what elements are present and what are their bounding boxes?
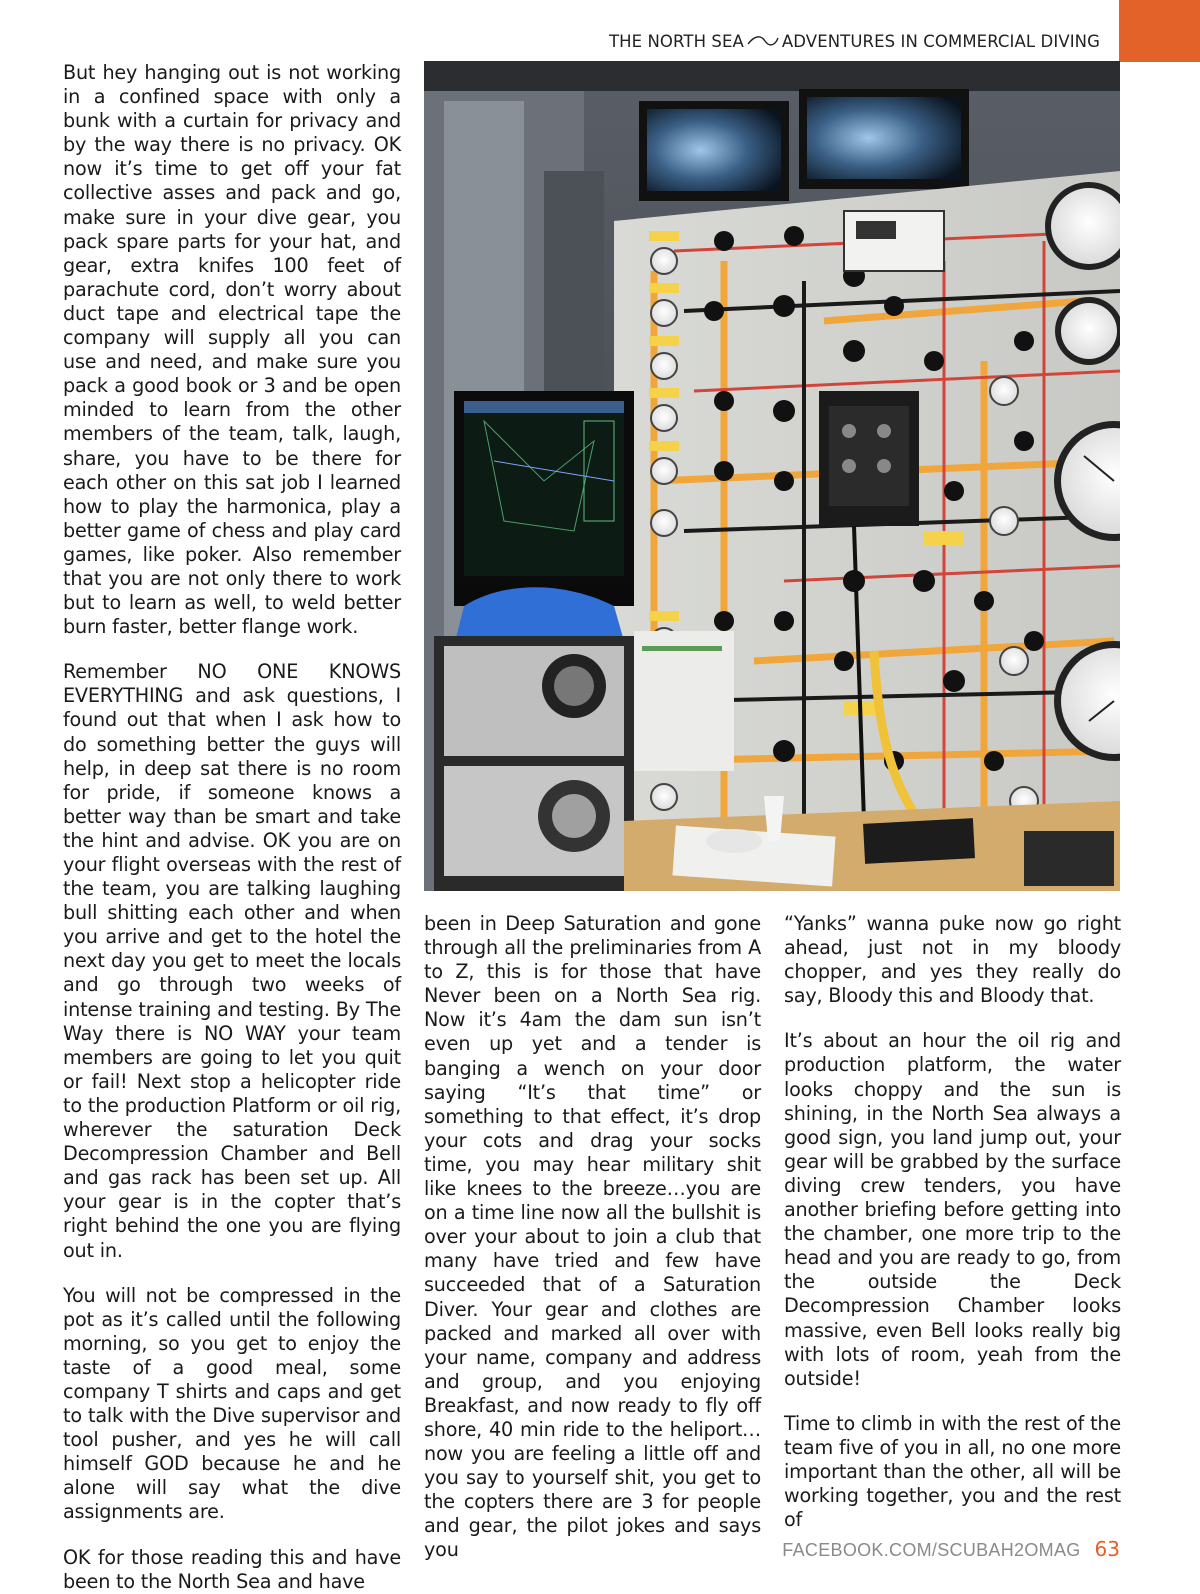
paragraph: OK for those reading this and have been to the North Sea and have: [63, 1545, 401, 1593]
footer-facebook-link[interactable]: FACEBOOK.COM/SCUBAH2OMAG: [782, 1540, 1081, 1560]
paragraph: But hey hanging out is not working in a confined space with only a bunk with a curtain for privacy and by the way there is no privacy. OK now it’s time to get off your fat collective asses and pack and go, make sure in your dive gear, you pack spare parts for your hat, and gear, extra knifes 100 feet of parachute cord, don’t worry about duct tape and electrical tape the company will supply all you can use and need, and make sure you pack a good book or 3 and be open minded to learn from the other members of the team, talk, laugh, share, you have to be there for each other on this sat job I learned how to play the harmonica, play a better game of chess and play card games, like poker. Also remember that you are not only there to work but to learn as well, to weld better burn faster, better flange work.: [63, 61, 401, 639]
dive-control-panel-photo: [424, 61, 1120, 891]
paragraph: Time to climb in with the rest of the team five of you in all, no one more important than the other, all will be working together, you and the rest of: [784, 1411, 1121, 1532]
running-header: [609, 29, 1100, 53]
paragraph: It’s about an hour the oil rig and production platform, the water looks choppy and the sun is shining, in the North Sea always a good sign, you land jump out, your gear will be grabbed by the surface diving crew tenders, you have another briefing before getting into the chamber, one more trip to the head and you are ready to go, from the outside the Deck Decompression Chamber looks massive, even Bell looks really big with lots of room, yeah from the outside!: [784, 1029, 1121, 1390]
paragraph: “Yanks” wanna puke now go right ahead, just not in my bloody chopper, and yes they really do say, Bloody this and Bloody that.: [784, 912, 1121, 1008]
header-section-title: THE NORTH SEA: [608, 31, 744, 51]
paragraph: been in Deep Saturation and gone through all the preliminaries from A to Z, this is for those that have Never been on a North Sea rig. Now it’s 4am the dam sun isn’t even up yet and a tender is banging a wench on your door saying “It’s that time” or something to that effect, it’s drop your cots and drag your socks time, you may hear military shit like knees to the breeze…you are on a time line now all the bullshit is over your about to join a club that many have tried and few have succeeded that of a Saturation Diver. Your gear and clothes are packed and marked all over with your name, company and address and group, and you enjoying Breakfast, and now ready to fly off shore, 40 min ride to the heliport… now you are feeling a little off and you say to yourself shit, you get to the copters there are 3 for people and gear, the pilot jokes and says you: [424, 912, 761, 1562]
text-column-left: [63, 61, 401, 1594]
text-column-middle: [424, 912, 761, 1563]
page-number: 63: [1094, 1537, 1120, 1561]
page-footer: [782, 1537, 1120, 1561]
header-series-title: ADVENTURES IN COMMERCIAL DIVING: [781, 31, 1100, 51]
paragraph: You will not be compressed in the pot as it’s called until the following morning, so you get to enjoy the taste of a good meal, some company T shirts and caps and get to talk with the Dive supervisor and tool pusher, and yes he will call himself GOD because he and he alone will say what the dive assignments are.: [63, 1283, 401, 1524]
wave-tilde-icon: [746, 34, 780, 48]
paragraph: Remember NO ONE KNOWS EVERYTHING and ask questions, I found out that when I ask how to do something better the guys will help, in deep sat there is no room for pride, if someone knows a better way than be smart and take the hint and advise. OK you are on your flight overseas with the rest of the team, you are talking laughing bull shitting each other and when you arrive and get to the hotel the next day you get to meet the locals and go through two weeks of intense training and testing. By The Way there is NO WAY your team members are going to let you quit or fail! Next stop a helicopter ride to the production Platform or oil rig, wherever the saturation Deck Decompression Chamber and Bell and gas rack has been set up. All your gear is in the copter that’s right behind the one you are flying out in.: [63, 660, 401, 1262]
orange-corner-tab: [1119, 0, 1200, 62]
text-column-right: [784, 912, 1121, 1532]
